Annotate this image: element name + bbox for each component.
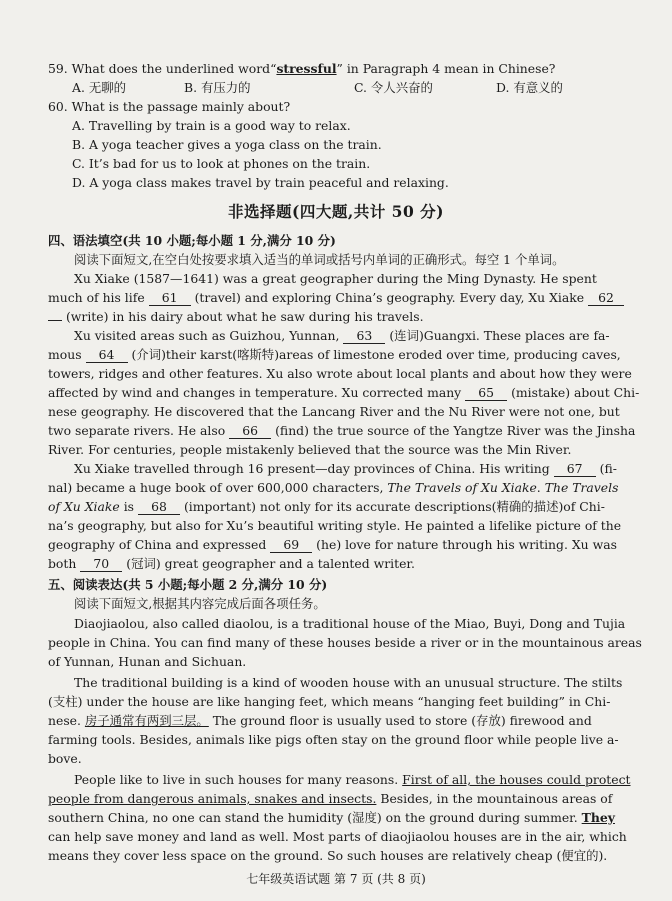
section-title: 非选择题(四大题,共计 50 分)	[228, 202, 444, 221]
passage2-line: of Yunnan, Hunan and Sichuan.	[48, 654, 247, 669]
part4-instruction: 阅读下面短文,在空白处按要求填入适当的单词或括号内单词的正确形式。每空 1 个单词。	[74, 252, 565, 267]
passage2-line: People like to live in such houses for many reasons. First of all, the houses could protect	[74, 772, 631, 787]
blank-63[interactable]: 63	[343, 328, 385, 344]
page-footer: 七年级英语试题 第 7 页 (共 8 页)	[246, 872, 426, 886]
blank-68[interactable]: 68	[138, 499, 180, 515]
passage1-line: nal) became a huge book of over 600,000 characters, The Travels of Xu Xiake. The Travels	[48, 480, 619, 495]
passage1-line: two separate rivers. He also 66 (find) the true source of the Yangtze River was the Jinsha	[48, 423, 636, 438]
underlined-word-they: They	[581, 810, 615, 825]
blank-62-continued	[48, 320, 62, 321]
part5-heading: 五、阅读表达(共 5 小题;每小题 2 分,满分 10 分)	[48, 577, 328, 592]
blank-67[interactable]: 67	[554, 461, 596, 477]
passage1-line: affected by wind and changes in temperature. Xu corrected many 65 (mistake) about Chi-	[48, 385, 640, 400]
q59-options	[72, 79, 672, 97]
q60-option-d[interactable]: D. A yoga class makes travel by train peaceful and relaxing.	[72, 175, 449, 190]
part4-heading: 四、语法填空(共 10 小题;每小题 1 分,满分 10 分)	[48, 233, 336, 248]
passage1-line: (write) in his dairy about what he saw during his travels.	[48, 308, 636, 326]
q59-option-c[interactable]: C. 令人兴奋的	[354, 80, 433, 95]
passage2-line: can help save money and land as well. Most parts of diaojiaolou houses are in the air, which	[48, 829, 627, 844]
passage2-line: people from dangerous animals, snakes and insects. Besides, in the mountainous areas of	[48, 791, 613, 806]
passage2-line: farming tools. Besides, animals like pigs often stay on the ground floor while people live a-	[48, 732, 619, 747]
passage1-line: mous 64 (介词)their karst(喀斯特)areas of limestone eroded over time, producing caves,	[48, 347, 621, 362]
book-title: The Travels of Xu Xiake	[387, 480, 537, 495]
q59-option-b[interactable]: B. 有压力的	[184, 80, 251, 95]
passage1-line: nese geography. He discovered that the Lancang River and the Nu River were not one, but	[48, 404, 620, 419]
passage2-line: (支柱) under the house are like hanging feet, which means “hanging feet building” in Chi-	[48, 694, 611, 709]
q59-option-d[interactable]: D. 有意义的	[496, 80, 563, 95]
question-59: 59. What does the underlined word“stressful” in Paragraph 4 mean in Chinese?	[48, 61, 556, 76]
blank-70[interactable]: 70	[80, 556, 122, 572]
part5-instruction: 阅读下面短文,根据其内容完成后面各项任务。	[74, 596, 326, 611]
question-60: 60. What is the passage mainly about?	[48, 99, 291, 114]
passage1-line: of Xu Xiake is 68 (important) not only for its accurate descriptions(精确的描述)of Chi-	[48, 499, 605, 514]
passage1-line: Xu visited areas such as Guizhou, Yunnan, 63 (连词)Guangxi. These places are fa-	[74, 328, 610, 343]
passage2-line: nese. 房子通常有两到三层。 The ground floor is usually used to store (存放) firewood and	[48, 713, 592, 728]
passage2-line: means they cover less space on the ground. So such houses are relatively cheap (便宜的).	[48, 848, 608, 863]
blank-69[interactable]: 69	[270, 537, 312, 553]
passage2-line: bove.	[48, 751, 82, 766]
passage1-line: Xu Xiake (1587—1641) was a great geographer during the Ming Dynasty. He spent	[74, 271, 597, 286]
passage1-line: both 70 (冠词) great geographer and a talented writer.	[48, 556, 415, 571]
passage1-line: much of his life 61 (travel) and exploring China’s geography. Every day, Xu Xiake 62	[48, 289, 636, 307]
q59-option-a[interactable]: A. 无聊的	[72, 80, 126, 95]
q60-option-c[interactable]: C. It’s bad for us to look at phones on the train.	[72, 156, 371, 171]
passage1-line: towers, ridges and other features. Xu also wrote about local plants and about how they were	[48, 366, 632, 381]
passage2-line: The traditional building is a kind of wooden house with an unusual structure. The stilts	[74, 675, 623, 690]
passage1-line: na’s geography, but also for Xu’s beautiful writing style. He painted a lifelike picture of the	[48, 518, 622, 533]
underlined-sentence-continued: people from dangerous animals, snakes and insects.	[48, 791, 377, 806]
passage2-line: Diaojiaolou, also called diaolou, is a traditional house of the Miao, Buyi, Dong and Tujia	[74, 616, 626, 631]
q60-option-a[interactable]: A. Travelling by train is a good way to relax.	[72, 118, 351, 133]
blank-62[interactable]: 62	[588, 290, 624, 306]
underlined-sentence: First of all, the houses could protect	[402, 772, 631, 787]
passage2-line: people in China. You can find many of these houses beside a river or in the mountainous areas	[48, 635, 642, 650]
blank-65[interactable]: 65	[465, 385, 507, 401]
q60-option-b[interactable]: B. A yoga teacher gives a yoga class on the train.	[72, 137, 382, 152]
underlined-chinese-sentence: 房子通常有两到三层。	[84, 713, 209, 728]
passage2-line: southern China, no one can stand the humidity (湿度) on the ground during summer. They	[48, 810, 615, 825]
passage1-line: River. For centuries, people mistakenly believed that the source was the Min River.	[48, 442, 572, 457]
blank-61[interactable]: 61	[149, 290, 191, 306]
passage1-line: geography of China and expressed 69 (he) love for nature through his writing. Xu was	[48, 537, 617, 552]
blank-66[interactable]: 66	[229, 423, 271, 439]
passage1-line: Xu Xiake travelled through 16 present—day provinces of China. His writing 67 (fi-	[74, 461, 617, 476]
blank-64[interactable]: 64	[86, 347, 128, 363]
underlined-word: stressful	[276, 61, 337, 76]
